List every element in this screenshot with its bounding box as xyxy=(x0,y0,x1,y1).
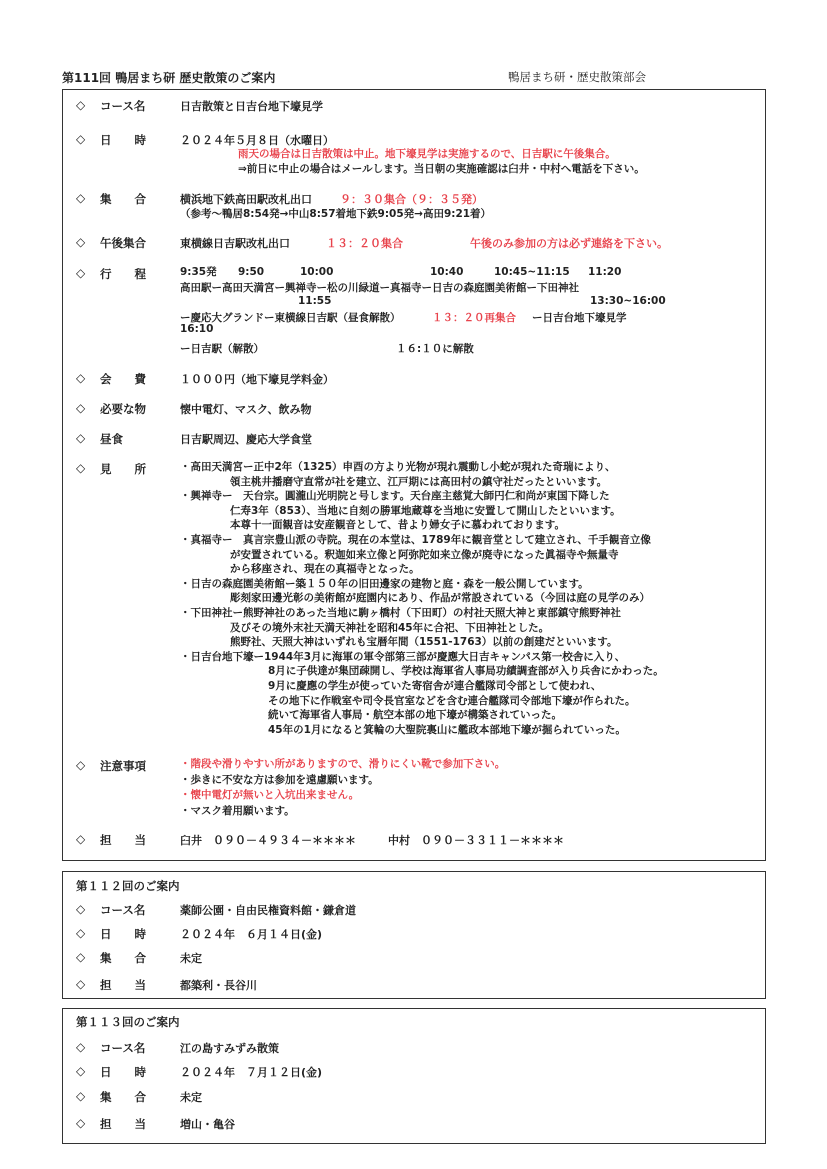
itinerary-time: 11:20 xyxy=(588,266,622,278)
caution-line: ・歩きに不安な方は参加を遠慮願います。 xyxy=(180,773,379,786)
sights-line: 領主桃井播磨守直常が社を建立、江戸期には高田村の鎮守社だったといいます。 xyxy=(230,475,608,488)
fee-value: １０００円（地下壕見学料金） xyxy=(180,373,334,386)
itinerary-route: ー慶応大グランドー東横線日吉駅（昼食解散） xyxy=(180,312,401,324)
sights-line: その地下に作戦室や司令長官室などを含む連合艦隊司令部地下壕が作られた。 xyxy=(268,694,636,707)
next-113-meet-label: 集 合 xyxy=(100,1090,146,1104)
diamond-icon: ◇ xyxy=(76,950,86,964)
afternoon-note: 午後のみ参加の方は必ず連絡を下さい。 xyxy=(470,237,668,250)
diamond-icon: ◇ xyxy=(76,266,86,280)
diamond-icon: ◇ xyxy=(76,1089,86,1103)
sights-line: ・真福寺ー 真言宗豊山派の寺院。現在の本堂は、1789年に観音堂として建立され、千手観音立像 xyxy=(180,533,651,546)
sights-line: から移座され、現在の真福寺となった。 xyxy=(230,563,420,576)
organizer-name: 鴨居まち研・歴史散策部会 xyxy=(508,70,646,84)
sights-line: ・興禅寺ー 天台宗。圓瀧山光明院と号します。天台座主慈覚大師円仁和尚が東国下降した xyxy=(180,490,610,503)
diamond-icon: ◇ xyxy=(76,902,86,916)
diamond-icon: ◇ xyxy=(76,191,86,205)
sights-line: 仁寿3年（853）、当地に自刻の勝軍地蔵尊を当地に安置して開山したといいます。 xyxy=(230,504,621,517)
next-112-staff-label: 担 当 xyxy=(100,978,146,992)
itinerary-time: 10:00 xyxy=(300,266,334,278)
diamond-icon: ◇ xyxy=(76,1040,86,1054)
sights-line: 続いて海軍省人事局・航空本部の地下壕が構築されていった。 xyxy=(268,709,562,722)
meeting-reference: （参考～鴨居8:54発→中山8:57着地下鉄9:05発→高田9:21着） xyxy=(180,208,492,220)
course-label: コース名 xyxy=(100,99,146,113)
rain-note: 雨天の場合は日吉散策は中止。地下壕見学は実施するので、日吉駅に午後集合。 xyxy=(238,148,616,160)
date-value: ２０２４年５月８日（水曜日） xyxy=(180,134,334,147)
next-113-date-label: 日 時 xyxy=(100,1065,146,1079)
page-title: 第111回 鴨居まち研 歴史散策のご案内 xyxy=(62,71,276,85)
next-113-course: 江の島すみずみ散策 xyxy=(180,1042,279,1055)
diamond-icon: ◇ xyxy=(76,371,86,385)
diamond-icon: ◇ xyxy=(76,98,86,112)
afternoon-label: 午後集合 xyxy=(100,236,146,250)
itinerary-time: 11:55 xyxy=(298,295,332,307)
next-112-meet: 未定 xyxy=(180,952,202,965)
next-113-course-label: コース名 xyxy=(100,1041,146,1055)
lunch-label: 昼食 xyxy=(100,432,123,446)
afternoon-place: 東横線日吉駅改札出口 xyxy=(180,237,290,250)
contact-label: 担 当 xyxy=(100,833,146,847)
sights-line: 彫刻家田邊光彰の美術館が庭園内にあり、作品が常設されている（今回は庭の見学のみ） xyxy=(230,592,650,605)
cancel-note: ⇒前日に中止の場合はメールします。当日朝の実施確認は臼井・中村へ電話を下さい。 xyxy=(238,163,645,175)
sights-line: ・日吉台地下壕ー1944年3月に海軍の軍令部第三部が慶應大日吉キャンパス第一校舎に入り、 xyxy=(180,650,626,663)
next-113-meet: 未定 xyxy=(180,1091,202,1104)
next-112-title: 第１１２回のご案内 xyxy=(76,879,180,893)
next-113-staff-label: 担 当 xyxy=(100,1117,146,1131)
next-112-date: ２０２４年 ６月１４日(金) xyxy=(180,928,323,941)
cautions-label: 注意事項 xyxy=(100,759,146,773)
sights-line: 本尊十一面観音は安産観音として、昔より婦女子に慕われております。 xyxy=(230,519,565,532)
diamond-icon: ◇ xyxy=(76,461,86,475)
sights-line: ・高田天満宮ー正中2年（1325）申酉の方より光物が現れ震動し小蛇が現れた奇瑞により、 xyxy=(180,461,616,473)
diamond-icon: ◇ xyxy=(76,401,86,415)
sights-line: が安置されている。釈迦如来立像と阿弥陀如来立像が廃寺になった眞福寺や無量寺 xyxy=(230,548,619,561)
itinerary-dismiss: １６:１０に解散 xyxy=(396,343,474,355)
next-112-date-label: 日 時 xyxy=(100,927,146,941)
next-112-course-label: コース名 xyxy=(100,903,146,917)
next-113-date: ２０２４年 ７月１２日(金) xyxy=(180,1066,323,1079)
itinerary-time: 16:10 xyxy=(180,323,214,335)
contact-person-nakamura: 中村 ０９０－３３１１－＊＊＊＊ xyxy=(388,834,564,847)
diamond-icon: ◇ xyxy=(76,1116,86,1130)
contact-person-usui: 臼井 ０９０－４９３４－＊＊＊＊ xyxy=(180,834,356,847)
next-113-staff: 増山・亀谷 xyxy=(180,1118,235,1131)
caution-line: ・マスク着用願います。 xyxy=(180,804,295,817)
meeting-place: 横浜地下鉄高田駅改札出口 xyxy=(180,193,312,206)
sights-line: ・日吉の森庭園美術館ー築１５０年の旧田邊家の建物と庭・森を一般公開しています。 xyxy=(180,577,589,590)
caution-line: ・懐中電灯が無いと入坑出来ません。 xyxy=(180,789,360,801)
items-label: 必要な物 xyxy=(100,402,146,416)
diamond-icon: ◇ xyxy=(76,758,86,772)
lunch-value: 日吉駅周辺、慶応大学食堂 xyxy=(180,433,312,446)
itinerary-label: 行 程 xyxy=(100,267,146,281)
meeting-time: ９：３０集合（９：３５発） xyxy=(340,193,483,206)
itinerary-route: ー日吉台地下壕見学 xyxy=(532,312,627,324)
sights-line: 熊野社、天照大神はいずれも宝暦年間（1551-1763）以前の創建だといいます。 xyxy=(230,636,618,649)
next-112-meet-label: 集 合 xyxy=(100,951,146,965)
next-113-title: 第１１３回のご案内 xyxy=(76,1015,180,1029)
afternoon-time: １３：２０集合 xyxy=(326,237,403,250)
diamond-icon: ◇ xyxy=(76,235,86,249)
fee-label: 会 費 xyxy=(100,372,146,386)
itinerary-time: 13:30~16:00 xyxy=(590,295,666,307)
sights-list xyxy=(180,460,664,737)
diamond-icon: ◇ xyxy=(76,431,86,445)
diamond-icon: ◇ xyxy=(76,1064,86,1078)
itinerary-route: 高田駅ー高田天満宮ー興禅寺ー松の川緑道ー真福寺ー日吉の森庭園美術館ー下田神社 xyxy=(180,282,579,294)
itinerary-time: 9:35発 xyxy=(180,266,217,278)
itinerary-time: 10:45~11:15 xyxy=(494,266,570,278)
sights-line: 8月に子供達が集団疎開し、学校は海軍省人事局功績調査部が入り兵舎にかわった。 xyxy=(268,665,664,678)
sights-line: 及びその境外末社天満天神社を昭和45年に合祀、下田神社とした。 xyxy=(230,621,550,634)
items-value: 懐中電灯、マスク、飲み物 xyxy=(180,403,312,416)
itinerary-time: 10:40 xyxy=(430,266,464,278)
diamond-icon: ◇ xyxy=(76,926,86,940)
course-value: 日吉散策と日吉台地下壕見学 xyxy=(180,100,323,113)
itinerary-regroup: １３：２０再集合 xyxy=(432,312,516,324)
caution-line: ・階段や滑りやすい所がありますので、滑りにくい靴で参加下さい。 xyxy=(180,758,506,770)
cautions-list xyxy=(180,757,505,819)
itinerary-route: ー日吉駅（解散） xyxy=(180,343,264,355)
diamond-icon: ◇ xyxy=(76,832,86,846)
date-label: 日 時 xyxy=(100,133,146,147)
diamond-icon: ◇ xyxy=(76,977,86,991)
diamond-icon: ◇ xyxy=(76,132,86,146)
itinerary-time: 9:50 xyxy=(238,266,265,278)
sights-line: ・下田神社ー熊野神社のあった当地に駒ヶ橋村（下田町）の村社天照大神と東部鎮守熊野神社 xyxy=(180,606,621,619)
meeting-label: 集 合 xyxy=(100,192,146,206)
sights-line: 45年の1月になると箕輪の大聖院裏山に艦政本部地下壕が掘られていった。 xyxy=(268,723,626,736)
next-112-course: 薬師公園・自由民権資料館・鎌倉道 xyxy=(180,904,356,917)
sights-label: 見 所 xyxy=(100,462,146,476)
sights-line: 9月に慶應の学生が使っていた寄宿舎が連合艦隊司令部として使われ、 xyxy=(268,679,602,692)
next-112-staff: 都築利・長谷川 xyxy=(180,979,257,992)
